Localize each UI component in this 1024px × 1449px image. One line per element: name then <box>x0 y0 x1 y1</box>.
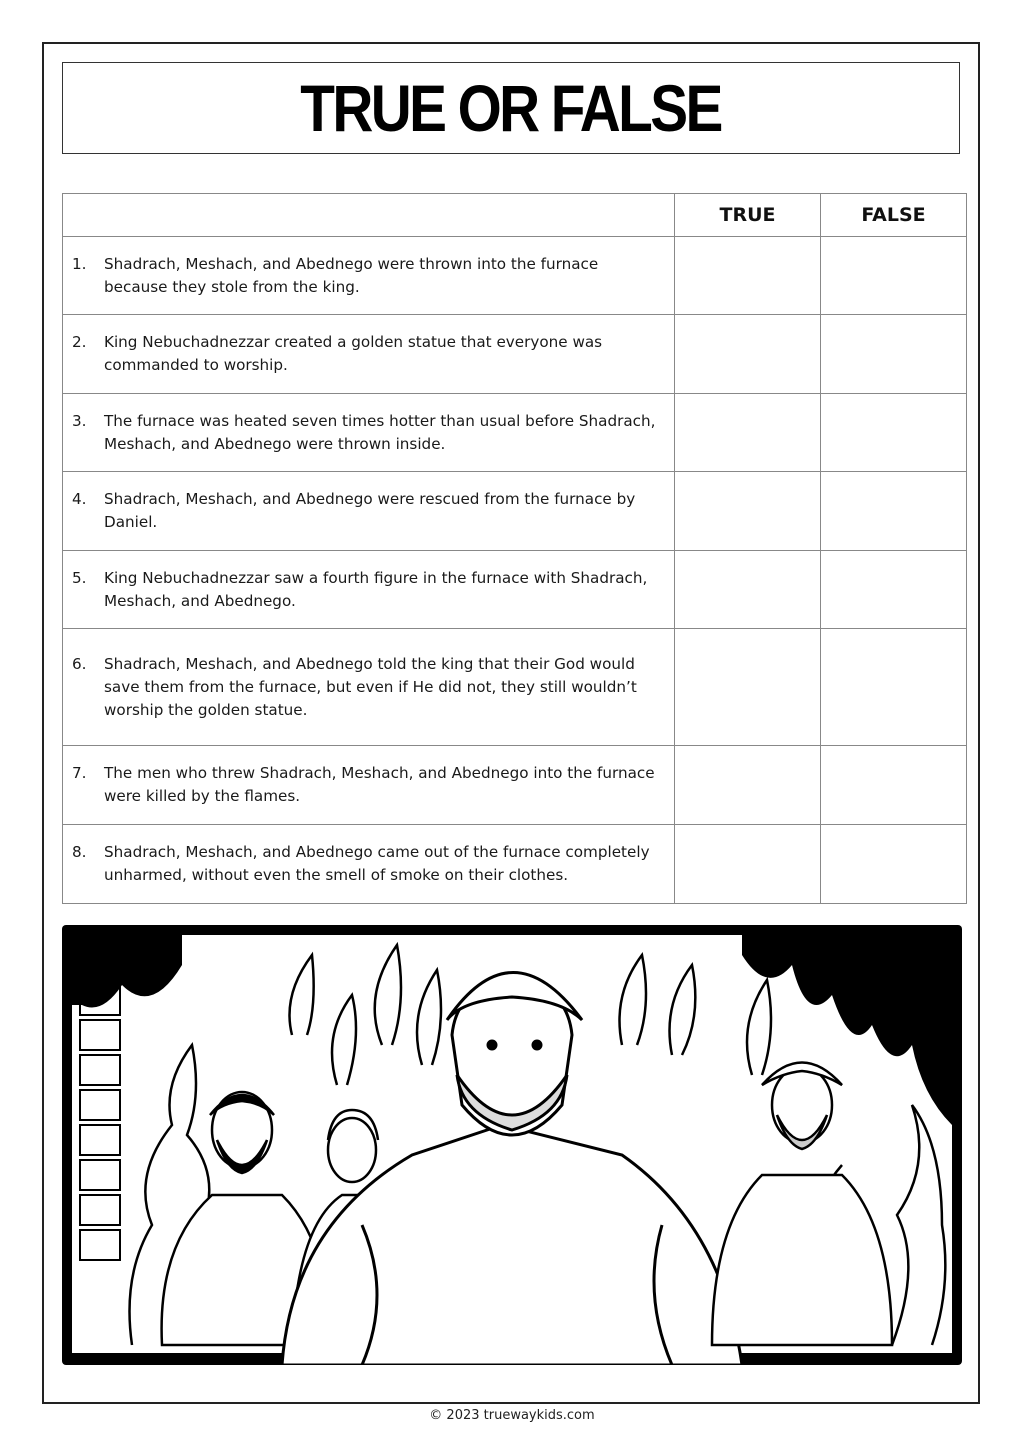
true-answer-box[interactable] <box>675 629 821 746</box>
true-answer-box[interactable] <box>675 394 821 472</box>
true-answer-box[interactable] <box>675 315 821 394</box>
true-answer-box[interactable] <box>675 551 821 629</box>
question-row-1 <box>63 237 967 315</box>
true-answer-box[interactable] <box>675 237 821 315</box>
question-row-6 <box>63 629 967 746</box>
question-cell <box>63 629 675 746</box>
question-number: 3. <box>72 411 87 430</box>
question-text: The men who threw Shadrach, Meshach, and Abednego into the furnace were killed by the flames. <box>104 764 655 805</box>
question-text: King Nebuchadnezzar saw a fourth figure in the furnace with Shadrach, Meshach, and Abednego. <box>104 568 648 610</box>
question-text: Shadrach, Meshach, and Abednego came out of the furnace completely unharmed, without even the smell of smoke on their clothes. <box>104 843 650 884</box>
question-number: 5. <box>72 568 87 587</box>
question-text: Shadrach, Meshach, and Abednego were rescued from the furnace by Daniel. <box>104 490 636 531</box>
true-answer-box[interactable] <box>675 825 821 904</box>
question-row-4 <box>63 472 967 551</box>
true-answer-box[interactable] <box>675 472 821 551</box>
title-box <box>62 62 960 154</box>
question-number: 6. <box>72 654 87 673</box>
question-row-7 <box>63 746 967 825</box>
question-number: 7. <box>72 764 87 782</box>
false-column-header: FALSE <box>821 194 967 237</box>
question-number: 2. <box>72 333 87 351</box>
copyright-footer: © 2023 truewaykids.com <box>429 1408 595 1423</box>
question-number: 8. <box>72 843 87 861</box>
false-answer-box[interactable] <box>821 825 967 904</box>
question-cell <box>63 237 675 315</box>
false-answer-box[interactable] <box>821 472 967 551</box>
false-answer-box[interactable] <box>821 551 967 629</box>
question-row-3 <box>63 394 967 472</box>
question-row-2 <box>63 315 967 394</box>
question-cell <box>63 551 675 629</box>
question-row-8 <box>63 825 967 904</box>
true-false-table <box>62 193 967 904</box>
false-answer-box[interactable] <box>821 746 967 825</box>
false-answer-box[interactable] <box>821 237 967 315</box>
question-text: King Nebuchadnezzar created a golden statue that everyone was commanded to worship. <box>104 333 603 374</box>
question-cell <box>63 825 675 904</box>
false-answer-box[interactable] <box>821 394 967 472</box>
question-cell <box>63 394 675 472</box>
question-cell <box>63 315 675 394</box>
false-answer-box[interactable] <box>821 315 967 394</box>
question-cell <box>63 746 675 825</box>
question-number: 1. <box>72 254 87 273</box>
true-column-header: TRUE <box>675 194 821 237</box>
furnace-scene-icon <box>62 925 962 1365</box>
true-answer-box[interactable] <box>675 746 821 825</box>
question-column-header <box>63 194 675 237</box>
page-title: TRUE OR FALSE <box>300 71 722 145</box>
question-text: Shadrach, Meshach, and Abednego were thrown into the furnace because they stole from the king. <box>104 254 599 296</box>
question-text: Shadrach, Meshach, and Abednego told the king that their God would save them from the furnace, but even if He did not, they still wouldn’t worship the golden statue. <box>104 654 637 719</box>
question-row-5 <box>63 551 967 629</box>
false-answer-box[interactable] <box>821 629 967 746</box>
table-header-row <box>63 194 967 237</box>
question-text: The furnace was heated seven times hotter than usual before Shadrach, Meshach, and Abednego were thrown inside. <box>104 411 656 453</box>
question-cell <box>63 472 675 551</box>
four-men-in-fiery-furnace-illustration <box>62 925 962 1365</box>
question-number: 4. <box>72 490 87 508</box>
